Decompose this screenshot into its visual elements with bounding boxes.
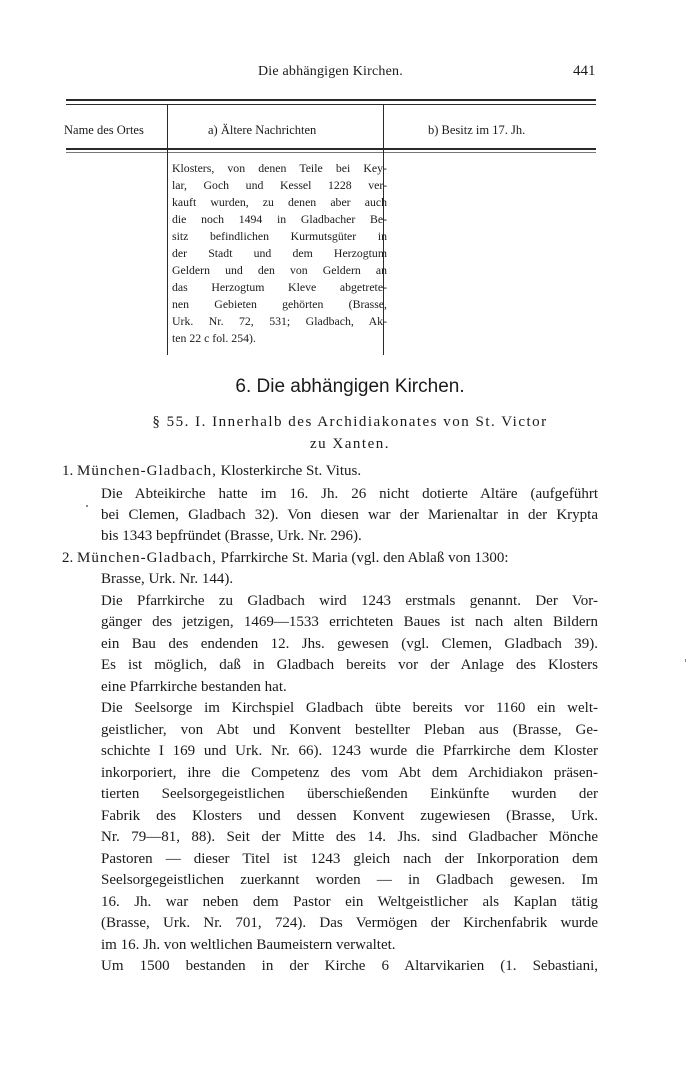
entry-2-line: Es ist möglich, daß in Gladbach bereits vor der Anlage des Klosters	[101, 657, 598, 673]
entry-2-line: gänger des jetzigen, 1469—1533 errichteten Baues ist nach alten Bildern	[101, 614, 598, 630]
entry-2-title	[62, 548, 508, 568]
entry-number: 1.	[62, 463, 74, 479]
entry-2-line: im 16. Jh. von weltlichen Baumeistern verwaltet.	[101, 937, 396, 953]
cell-line: die noch 1494 in Gladbacher Be-	[172, 212, 387, 226]
table-header-rule-thin	[66, 152, 596, 153]
entry-number: 2.	[62, 550, 74, 566]
older-news-cell	[172, 160, 387, 347]
entry-2-line: Brasse, Urk. Nr. 144).	[101, 571, 234, 587]
entry-place-name: München-Gladbach,	[77, 463, 217, 479]
entry-2-line: Pastoren — dieser Titel ist 1243 gleich nach der Inkorporation dem	[101, 851, 598, 867]
entry-2-line: eine Pfarrkirche bestanden hat.	[101, 679, 287, 695]
entry-1-line: bis 1343 bepfründet (Brasse, Urk. Nr. 296).	[101, 528, 362, 544]
section-heading: 6. Die abhängigen Kirchen.	[235, 376, 465, 397]
entry-place-name: München-Gladbach,	[77, 550, 217, 566]
cell-line: Urk. Nr. 72, 531; Gladbach, Ak-	[172, 314, 387, 328]
entry-2-line: 16. Jh. war neben dem Pastor ein Weltgeistlicher als Kaplan tätig	[101, 894, 598, 910]
cell-line: ten 22 c fol. 254).	[172, 331, 256, 345]
entry-2-line: schichte I 169 und Urk. Nr. 66). 1243 wurde die Pfarrkirche dem Kloster	[101, 743, 598, 759]
entry-2-line: Seelsorgegeistlichen zuerkannt worden — in Gladbach gewesen. Im	[101, 872, 598, 888]
page-number: 441	[573, 63, 596, 79]
entry-1-title	[62, 461, 361, 481]
entry-2-line: Fabrik des Klosters und dessen Konvent zugewiesen (Brasse, Urk.	[101, 808, 598, 824]
cell-line: lar, Goch und Kessel 1228 ver-	[172, 178, 387, 192]
cell-line: Klosters, von denen Teile bei Key-	[172, 161, 387, 175]
cell-line: Geldern und den von Geldern an	[172, 263, 387, 277]
cell-line: der Stadt und dem Herzogtum	[172, 246, 387, 260]
entry-2-line: Die Pfarrkirche zu Gladbach wird 1243 erstmals genannt. Der Vor-	[101, 593, 598, 609]
entry-2-line: Die Seelsorge im Kirchspiel Gladbach übte bereits vor 1160 ein welt-	[101, 700, 598, 716]
entry-1-line: bei Clemen, Gladbach 32). Von diesen war der Marienaltar in der Krypta	[101, 507, 598, 523]
entry-1-line: Die Abteikirche hatte im 16. Jh. 26 nicht dotierte Altäre (aufgeführt	[101, 486, 598, 502]
entry-2-line: ein Bau des endenden 12. Jhs. gewesen (vgl. Clemen, Gladbach 39).	[101, 636, 598, 652]
table-column-divider-1	[167, 105, 168, 355]
table-header-rule-thick	[66, 148, 596, 150]
cell-line: das Herzogtum Kleve abgetrete-	[172, 280, 387, 294]
cell-line: kauft wurden, zu denen aber auch	[172, 195, 387, 209]
entry-2-line: Um 1500 bestanden in der Kirche 6 Altarvikarien (1. Sebastiani,	[101, 958, 598, 974]
table-top-rule-thick	[66, 99, 596, 101]
entry-2-line: Nr. 79—81, 88). Seit der Mitte des 14. Jhs. sind Gladbacher Mönche	[101, 829, 598, 845]
entry-church-name: Klosterkirche St. Vitus.	[216, 463, 362, 479]
column-header-possession-17th-century: b) Besitz im 17. Jh.	[428, 123, 526, 137]
entry-church-name: Pfarrkirche St. Maria (vgl. den Ablaß von 1300:	[216, 550, 509, 566]
cell-line: sitz befindlichen Kurmutsgüter in	[172, 229, 387, 243]
paragraph-heading-line-1: § 55. I. Innerhalb des Archidiakonates von St. Victor	[152, 414, 548, 430]
entry-2-line: tierten Seelsorgegeistlichen überschießenden Einkünfte wurden der	[101, 786, 598, 802]
entry-2-line: (Brasse, Urk. Nr. 701, 724). Das Vermögen der Kirchenfabrik wurde	[101, 915, 598, 931]
column-header-older-news: a) Ältere Nachrichten	[208, 123, 317, 137]
cell-line: nen Gebieten gehörten (Brasse,	[172, 297, 387, 311]
entry-2-line: inkorporiert, ihre die Competenz des vom Abt dem Archidiakon präsen-	[101, 765, 598, 781]
column-header-place-name: Name des Ortes	[64, 123, 144, 137]
paragraph-heading-line-2: zu Xanten.	[310, 436, 390, 452]
table-top-rule-thin	[66, 104, 596, 105]
running-title: Die abhängigen Kirchen.	[258, 64, 403, 79]
entry-2-line: geistlicher, von Abt und Konvent bestellter Pleban aus (Brasse, Ge-	[101, 722, 598, 738]
scan-speck	[86, 505, 88, 507]
scan-speck	[685, 659, 686, 662]
